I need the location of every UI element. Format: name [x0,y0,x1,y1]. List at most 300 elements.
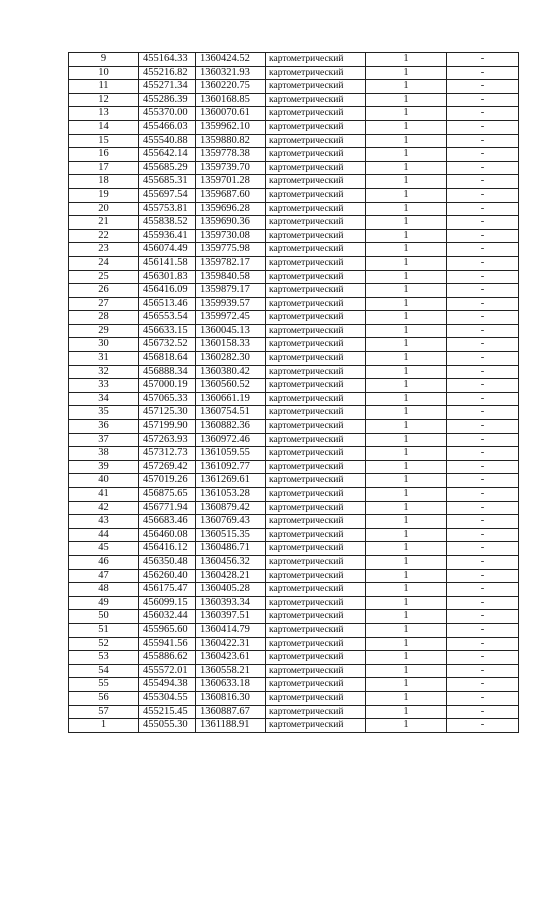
table-row [69,637,519,651]
description-cell: - [447,175,519,189]
point-number-cell: 53 [69,651,139,665]
y-coordinate-cell: 1360486.71 [196,542,266,556]
x-coordinate-cell: 457065.33 [139,392,196,406]
description-cell: - [447,651,519,665]
accuracy-cell: 1 [366,460,447,474]
table-row [69,515,519,529]
description-cell: - [447,338,519,352]
y-coordinate-cell: 1360423.61 [196,651,266,665]
method-cell: картометрический [266,216,366,230]
point-number-cell: 12 [69,93,139,107]
y-coordinate-cell: 1360661.19 [196,392,266,406]
method-cell: картометрический [266,365,366,379]
table-row [69,569,519,583]
point-number-cell: 52 [69,637,139,651]
accuracy-cell: 1 [366,134,447,148]
x-coordinate-cell: 456032.44 [139,610,196,624]
description-cell: - [447,488,519,502]
x-coordinate-cell: 456175.47 [139,583,196,597]
method-cell: картометрический [266,420,366,434]
y-coordinate-cell: 1360882.36 [196,420,266,434]
x-coordinate-cell: 455572.01 [139,664,196,678]
table-row [69,270,519,284]
point-number-cell: 26 [69,284,139,298]
table-row [69,392,519,406]
method-cell: картометрический [266,66,366,80]
x-coordinate-cell: 456074.49 [139,243,196,257]
accuracy-cell: 1 [366,120,447,134]
accuracy-cell: 1 [366,188,447,202]
description-cell: - [447,719,519,733]
method-cell: картометрический [266,406,366,420]
point-number-cell: 15 [69,134,139,148]
y-coordinate-cell: 1360428.21 [196,569,266,583]
method-cell: картометрический [266,284,366,298]
table-row [69,651,519,665]
method-cell: картометрический [266,637,366,651]
table-row [69,202,519,216]
method-cell: картометрический [266,719,366,733]
x-coordinate-cell: 455642.14 [139,148,196,162]
accuracy-cell: 1 [366,270,447,284]
x-coordinate-cell: 456818.64 [139,352,196,366]
accuracy-cell: 1 [366,352,447,366]
y-coordinate-cell: 1360070.61 [196,107,266,121]
description-cell: - [447,705,519,719]
y-coordinate-cell: 1360560.52 [196,379,266,393]
y-coordinate-cell: 1360633.18 [196,678,266,692]
point-number-cell: 17 [69,161,139,175]
y-coordinate-cell: 1360393.34 [196,596,266,610]
description-cell: - [447,379,519,393]
method-cell: картометрический [266,392,366,406]
x-coordinate-cell: 456301.83 [139,270,196,284]
table-row [69,501,519,515]
method-cell: картометрический [266,664,366,678]
table-row [69,691,519,705]
method-cell: картометрический [266,379,366,393]
method-cell: картометрический [266,691,366,705]
accuracy-cell: 1 [366,610,447,624]
y-coordinate-cell: 1360879.42 [196,501,266,515]
point-number-cell: 56 [69,691,139,705]
accuracy-cell: 1 [366,555,447,569]
x-coordinate-cell: 455164.33 [139,53,196,67]
y-coordinate-cell: 1359739.70 [196,161,266,175]
accuracy-cell: 1 [366,583,447,597]
point-number-cell: 54 [69,664,139,678]
description-cell: - [447,216,519,230]
accuracy-cell: 1 [366,148,447,162]
method-cell: картометрический [266,297,366,311]
accuracy-cell: 1 [366,243,447,257]
y-coordinate-cell: 1359696.28 [196,202,266,216]
description-cell: - [447,66,519,80]
table-row [69,542,519,556]
table-row [69,338,519,352]
description-cell: - [447,80,519,94]
point-number-cell: 27 [69,297,139,311]
point-number-cell: 46 [69,555,139,569]
description-cell: - [447,284,519,298]
y-coordinate-cell: 1361188.91 [196,719,266,733]
table-row [69,433,519,447]
description-cell: - [447,188,519,202]
description-cell: - [447,433,519,447]
method-cell: картометрический [266,623,366,637]
x-coordinate-cell: 456260.40 [139,569,196,583]
point-number-cell: 48 [69,583,139,597]
accuracy-cell: 1 [366,678,447,692]
description-cell: - [447,555,519,569]
point-number-cell: 25 [69,270,139,284]
method-cell: картометрический [266,202,366,216]
point-number-cell: 14 [69,120,139,134]
y-coordinate-cell: 1361053.28 [196,488,266,502]
x-coordinate-cell: 456141.58 [139,256,196,270]
point-number-cell: 35 [69,406,139,420]
accuracy-cell: 1 [366,311,447,325]
description-cell: - [447,352,519,366]
accuracy-cell: 1 [366,216,447,230]
point-number-cell: 43 [69,515,139,529]
x-coordinate-cell: 455466.03 [139,120,196,134]
description-cell: - [447,583,519,597]
method-cell: картометрический [266,474,366,488]
method-cell: картометрический [266,120,366,134]
description-cell: - [447,53,519,67]
x-coordinate-cell: 455215.45 [139,705,196,719]
method-cell: картометрический [266,515,366,529]
x-coordinate-cell: 456633.15 [139,324,196,338]
description-cell: - [447,596,519,610]
table-row [69,555,519,569]
table-row [69,664,519,678]
x-coordinate-cell: 455685.29 [139,161,196,175]
point-number-cell: 13 [69,107,139,121]
description-cell: - [447,420,519,434]
description-cell: - [447,256,519,270]
x-coordinate-cell: 456099.15 [139,596,196,610]
description-cell: - [447,297,519,311]
point-number-cell: 32 [69,365,139,379]
method-cell: картометрический [266,555,366,569]
point-number-cell: 1 [69,719,139,733]
method-cell: картометрический [266,188,366,202]
point-number-cell: 20 [69,202,139,216]
accuracy-cell: 1 [366,93,447,107]
x-coordinate-cell: 456416.09 [139,284,196,298]
point-number-cell: 44 [69,528,139,542]
x-coordinate-cell: 456875.65 [139,488,196,502]
accuracy-cell: 1 [366,107,447,121]
y-coordinate-cell: 1360158.33 [196,338,266,352]
accuracy-cell: 1 [366,202,447,216]
y-coordinate-cell: 1360972.46 [196,433,266,447]
table-row [69,93,519,107]
table-row [69,66,519,80]
point-number-cell: 34 [69,392,139,406]
point-number-cell: 16 [69,148,139,162]
x-coordinate-cell: 455697.54 [139,188,196,202]
point-number-cell: 50 [69,610,139,624]
accuracy-cell: 1 [366,623,447,637]
accuracy-cell: 1 [366,284,447,298]
point-number-cell: 55 [69,678,139,692]
description-cell: - [447,623,519,637]
y-coordinate-cell: 1360424.52 [196,53,266,67]
method-cell: картометрический [266,542,366,556]
x-coordinate-cell: 455886.62 [139,651,196,665]
point-number-cell: 37 [69,433,139,447]
y-coordinate-cell: 1360422.31 [196,637,266,651]
point-number-cell: 30 [69,338,139,352]
point-number-cell: 33 [69,379,139,393]
method-cell: картометрический [266,596,366,610]
description-cell: - [447,501,519,515]
x-coordinate-cell: 455304.55 [139,691,196,705]
y-coordinate-cell: 1360220.75 [196,80,266,94]
point-number-cell: 51 [69,623,139,637]
point-number-cell: 9 [69,53,139,67]
y-coordinate-cell: 1360769.43 [196,515,266,529]
y-coordinate-cell: 1360414.79 [196,623,266,637]
accuracy-cell: 1 [366,229,447,243]
table-row [69,719,519,733]
point-number-cell: 21 [69,216,139,230]
y-coordinate-cell: 1360321.93 [196,66,266,80]
x-coordinate-cell: 457000.19 [139,379,196,393]
accuracy-cell: 1 [366,338,447,352]
y-coordinate-cell: 1359939.57 [196,297,266,311]
x-coordinate-cell: 455965.60 [139,623,196,637]
accuracy-cell: 1 [366,447,447,461]
description-cell: - [447,311,519,325]
table-row [69,583,519,597]
table-row [69,623,519,637]
x-coordinate-cell: 457019.26 [139,474,196,488]
x-coordinate-cell: 457125.30 [139,406,196,420]
x-coordinate-cell: 455936.41 [139,229,196,243]
x-coordinate-cell: 455838.52 [139,216,196,230]
accuracy-cell: 1 [366,705,447,719]
description-cell: - [447,610,519,624]
y-coordinate-cell: 1361269.61 [196,474,266,488]
x-coordinate-cell: 455286.39 [139,93,196,107]
table-row [69,216,519,230]
accuracy-cell: 1 [366,80,447,94]
accuracy-cell: 1 [366,53,447,67]
y-coordinate-cell: 1359778.38 [196,148,266,162]
x-coordinate-cell: 456416.12 [139,542,196,556]
method-cell: картометрический [266,53,366,67]
x-coordinate-cell: 456771.94 [139,501,196,515]
table-row [69,352,519,366]
y-coordinate-cell: 1360816.30 [196,691,266,705]
description-cell: - [447,270,519,284]
table-row [69,120,519,134]
table-row [69,474,519,488]
y-coordinate-cell: 1359782.17 [196,256,266,270]
x-coordinate-cell: 455216.82 [139,66,196,80]
table-row [69,188,519,202]
point-number-cell: 36 [69,420,139,434]
point-number-cell: 38 [69,447,139,461]
method-cell: картометрический [266,93,366,107]
method-cell: картометрический [266,256,366,270]
y-coordinate-cell: 1361092.77 [196,460,266,474]
accuracy-cell: 1 [366,474,447,488]
table-row [69,175,519,189]
point-number-cell: 40 [69,474,139,488]
y-coordinate-cell: 1359972.45 [196,311,266,325]
method-cell: картометрический [266,161,366,175]
table-row [69,53,519,67]
accuracy-cell: 1 [366,596,447,610]
description-cell: - [447,93,519,107]
accuracy-cell: 1 [366,542,447,556]
description-cell: - [447,474,519,488]
x-coordinate-cell: 455941.56 [139,637,196,651]
description-cell: - [447,243,519,257]
accuracy-cell: 1 [366,637,447,651]
y-coordinate-cell: 1360168.85 [196,93,266,107]
description-cell: - [447,120,519,134]
method-cell: картометрический [266,324,366,338]
y-coordinate-cell: 1359730.08 [196,229,266,243]
accuracy-cell: 1 [366,515,447,529]
table-row [69,243,519,257]
method-cell: картометрический [266,678,366,692]
description-cell: - [447,134,519,148]
description-cell: - [447,107,519,121]
y-coordinate-cell: 1360515.35 [196,528,266,542]
table-row [69,365,519,379]
method-cell: картометрический [266,583,366,597]
point-number-cell: 49 [69,596,139,610]
table-row [69,161,519,175]
y-coordinate-cell: 1360887.67 [196,705,266,719]
point-number-cell: 22 [69,229,139,243]
y-coordinate-cell: 1360045.13 [196,324,266,338]
table-row [69,596,519,610]
x-coordinate-cell: 456732.52 [139,338,196,352]
accuracy-cell: 1 [366,379,447,393]
y-coordinate-cell: 1360397.51 [196,610,266,624]
x-coordinate-cell: 455685.31 [139,175,196,189]
table-row [69,229,519,243]
x-coordinate-cell: 456553.54 [139,311,196,325]
table-row [69,148,519,162]
description-cell: - [447,460,519,474]
description-cell: - [447,202,519,216]
description-cell: - [447,324,519,338]
y-coordinate-cell: 1359687.60 [196,188,266,202]
method-cell: картометрический [266,338,366,352]
accuracy-cell: 1 [366,365,447,379]
table-row [69,488,519,502]
method-cell: картометрический [266,243,366,257]
x-coordinate-cell: 456888.34 [139,365,196,379]
method-cell: картометрический [266,270,366,284]
method-cell: картометрический [266,460,366,474]
point-number-cell: 42 [69,501,139,515]
point-number-cell: 10 [69,66,139,80]
accuracy-cell: 1 [366,664,447,678]
y-coordinate-cell: 1359690.36 [196,216,266,230]
x-coordinate-cell: 455753.81 [139,202,196,216]
accuracy-cell: 1 [366,528,447,542]
y-coordinate-cell: 1359840.58 [196,270,266,284]
accuracy-cell: 1 [366,392,447,406]
y-coordinate-cell: 1359775.98 [196,243,266,257]
description-cell: - [447,406,519,420]
accuracy-cell: 1 [366,297,447,311]
description-cell: - [447,542,519,556]
method-cell: картометрический [266,134,366,148]
method-cell: картометрический [266,80,366,94]
table-row [69,447,519,461]
x-coordinate-cell: 455540.88 [139,134,196,148]
method-cell: картометрический [266,433,366,447]
point-number-cell: 45 [69,542,139,556]
method-cell: картометрический [266,569,366,583]
x-coordinate-cell: 457312.73 [139,447,196,461]
accuracy-cell: 1 [366,161,447,175]
x-coordinate-cell: 457263.93 [139,433,196,447]
table-row [69,705,519,719]
method-cell: картометрический [266,148,366,162]
method-cell: картометрический [266,311,366,325]
point-number-cell: 24 [69,256,139,270]
method-cell: картометрический [266,488,366,502]
y-coordinate-cell: 1361059.55 [196,447,266,461]
y-coordinate-cell: 1360405.28 [196,583,266,597]
description-cell: - [447,161,519,175]
method-cell: картометрический [266,175,366,189]
table-row [69,420,519,434]
description-cell: - [447,515,519,529]
description-cell: - [447,569,519,583]
point-number-cell: 11 [69,80,139,94]
y-coordinate-cell: 1360380.42 [196,365,266,379]
point-number-cell: 39 [69,460,139,474]
point-number-cell: 47 [69,569,139,583]
table-row [69,256,519,270]
point-number-cell: 19 [69,188,139,202]
table-row [69,324,519,338]
boundary-points-table [68,52,519,733]
table-row [69,379,519,393]
table-row [69,528,519,542]
table-row [69,284,519,298]
y-coordinate-cell: 1360282.30 [196,352,266,366]
point-number-cell: 29 [69,324,139,338]
accuracy-cell: 1 [366,66,447,80]
y-coordinate-cell: 1360754.51 [196,406,266,420]
method-cell: картометрический [266,705,366,719]
accuracy-cell: 1 [366,691,447,705]
method-cell: картометрический [266,107,366,121]
x-coordinate-cell: 455370.00 [139,107,196,121]
table-row [69,311,519,325]
description-cell: - [447,148,519,162]
x-coordinate-cell: 457269.42 [139,460,196,474]
y-coordinate-cell: 1359879.17 [196,284,266,298]
accuracy-cell: 1 [366,569,447,583]
table-row [69,80,519,94]
table-row [69,107,519,121]
